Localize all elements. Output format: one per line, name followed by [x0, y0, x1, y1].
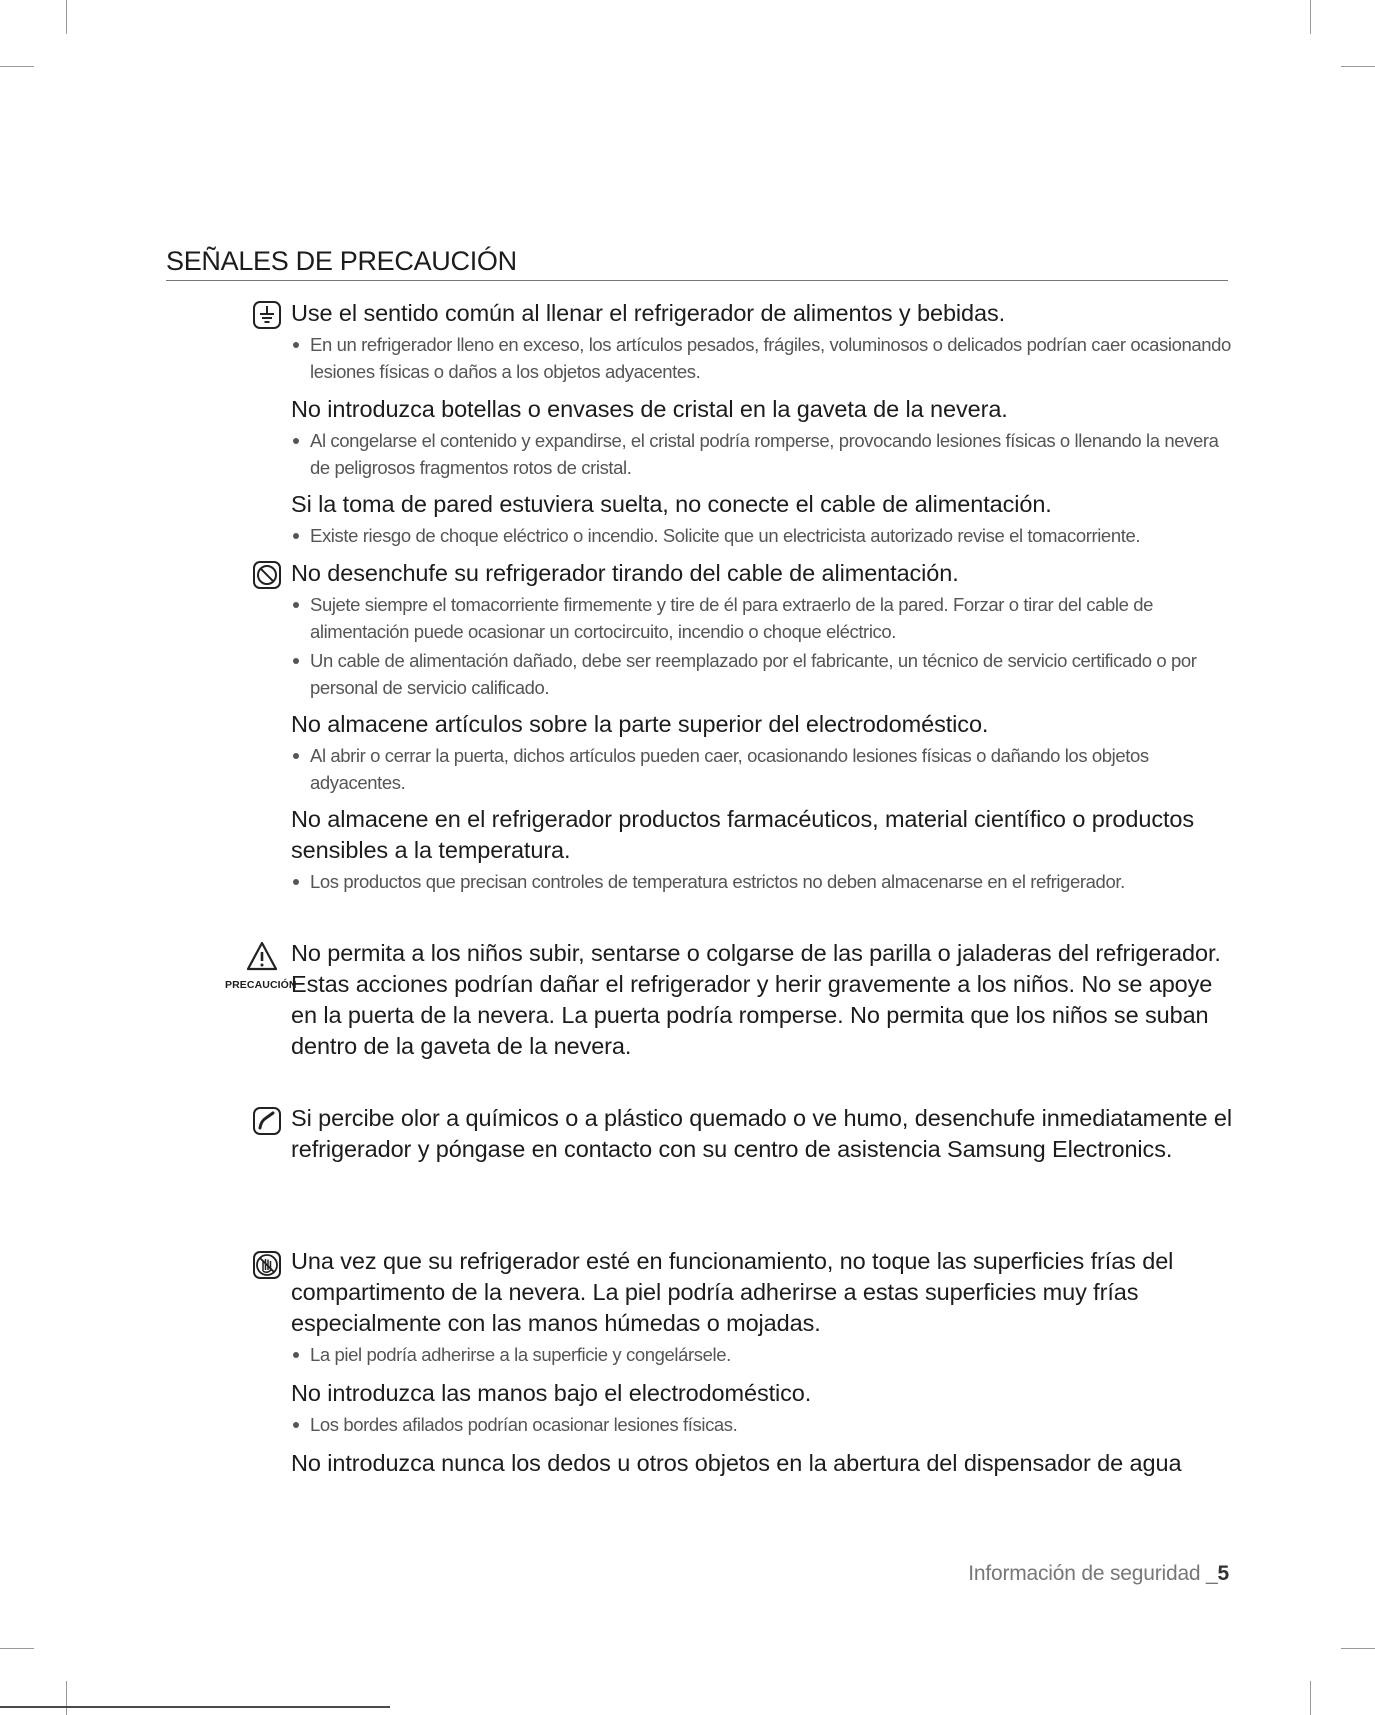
notice-bullet: En un refrigerador lleno en exceso, los artículos pesados, frágiles, voluminosos o delicados podrían caer ocasionando lesiones físicas o daños a los objetos adyacentes.	[291, 331, 1236, 385]
bottom-rule	[0, 1706, 390, 1708]
notice-heading: No introduzca nunca los dedos u otros objetos en la abertura del dispensador de agua	[291, 1450, 1182, 1476]
crop-mark	[66, 1681, 67, 1715]
notice-block	[291, 298, 1236, 385]
notice-heading: No almacene en el refrigerador productos farmacéuticos, material científico o productos sensibles a la temperatura.	[291, 806, 1195, 863]
contact-service-icon	[252, 1106, 282, 1136]
notice-bullet: Sujete siempre el tomacorriente firmemente y tire de él para extraerlo de la pared. Forzar o tirar del cable de alimentación puede ocasionar un cortocircuito, incendio o choque eléctrico.	[291, 591, 1236, 645]
crop-mark	[66, 0, 67, 34]
notice-heading: Use el sentido común al llenar el refrigerador de alimentos y bebidas.	[291, 300, 1006, 326]
caution-label: PRECAUCIÓN	[225, 979, 297, 991]
footer-text: Información de seguridad _	[968, 1562, 1218, 1585]
notice-heading: Si percibe olor a químicos o a plástico quemado o ve humo, desenchufe inmediatamente el refrigerador y póngase en contacto con su centro de asistencia Samsung Electronics.	[291, 1105, 1232, 1162]
notice-block	[291, 489, 1236, 549]
notice-heading: Una vez que su refrigerador esté en funcionamiento, no toque las superficies frías del compartimento de la nevera. La piel podría adherirse a estas superficies muy frías especialmente con las manos húmedas o mojadas.	[291, 1248, 1174, 1336]
notice-block	[291, 394, 1236, 481]
notice-block	[291, 709, 1236, 796]
prohibited-icon	[252, 560, 282, 590]
notice-block	[291, 1103, 1236, 1165]
crop-mark	[1341, 1648, 1375, 1649]
notice-bullet: Existe riesgo de choque eléctrico o incendio. Solicite que un electricista autorizado revise el tomacorriente.	[291, 522, 1236, 549]
section-title: SEÑALES DE PRECAUCIÓN	[166, 246, 517, 276]
crop-mark	[1341, 66, 1375, 67]
notice-block	[291, 1246, 1236, 1368]
notice-heading: Si la toma de pared estuviera suelta, no conecte el cable de alimentación.	[291, 491, 1052, 517]
notice-bullet: Un cable de alimentación dañado, debe ser reemplazado por el fabricante, un técnico de servicio certificado o por personal de servicio calificado.	[291, 647, 1236, 701]
notice-heading: No almacene artículos sobre la parte superior del electrodoméstico.	[291, 711, 989, 737]
crop-mark	[1310, 1681, 1311, 1715]
notice-bullet: Al abrir o cerrar la puerta, dichos artículos pueden caer, ocasionando lesiones físicas o dañando los objetos adyacentes.	[291, 742, 1236, 796]
page-number: 5	[1217, 1562, 1229, 1585]
notice-heading: No desenchufe su refrigerador tirando del cable de alimentación.	[291, 560, 959, 586]
crop-mark	[0, 1648, 34, 1649]
notice-block	[291, 804, 1236, 895]
notice-heading: No introduzca botellas o envases de cristal en la gaveta de la nevera.	[291, 396, 1008, 422]
no-touch-icon	[252, 1250, 282, 1280]
warning-triangle-icon	[246, 940, 278, 972]
notice-bullet: La piel podría adherirse a la superficie y congelársele.	[291, 1341, 1236, 1368]
section-rule	[166, 280, 1228, 281]
notice-bullet: Los bordes afilados podrían ocasionar lesiones físicas.	[291, 1411, 1236, 1438]
notice-bullet: Al congelarse el contenido y expandirse, el cristal podría romperse, provocando lesiones físicas o llenando la nevera de peligrosos fragmentos rotos de cristal.	[291, 427, 1236, 481]
notice-block	[291, 938, 1236, 1062]
notice-block	[291, 1448, 1236, 1479]
notice-heading: No introduzca las manos bajo el electrodoméstico.	[291, 1380, 812, 1406]
notice-block	[291, 558, 1236, 701]
ground-icon	[252, 300, 282, 330]
notice-heading: No permita a los niños subir, sentarse o colgarse de las parilla o jaladeras del refrigerador. Estas acciones podrían dañar el refrigerador y herir gravemente a los niños. No se apoye en la puerta de la nevera. La puerta podría romperse. No permita que los niños se suban dentro de la gaveta de la nevera.	[291, 940, 1221, 1059]
page-footer	[968, 1562, 1229, 1586]
notice-block	[291, 1378, 1236, 1438]
crop-mark	[1310, 0, 1311, 34]
notice-bullet: Los productos que precisan controles de temperatura estrictos no deben almacenarse en el refrigerador.	[291, 868, 1236, 895]
crop-mark	[0, 66, 34, 67]
